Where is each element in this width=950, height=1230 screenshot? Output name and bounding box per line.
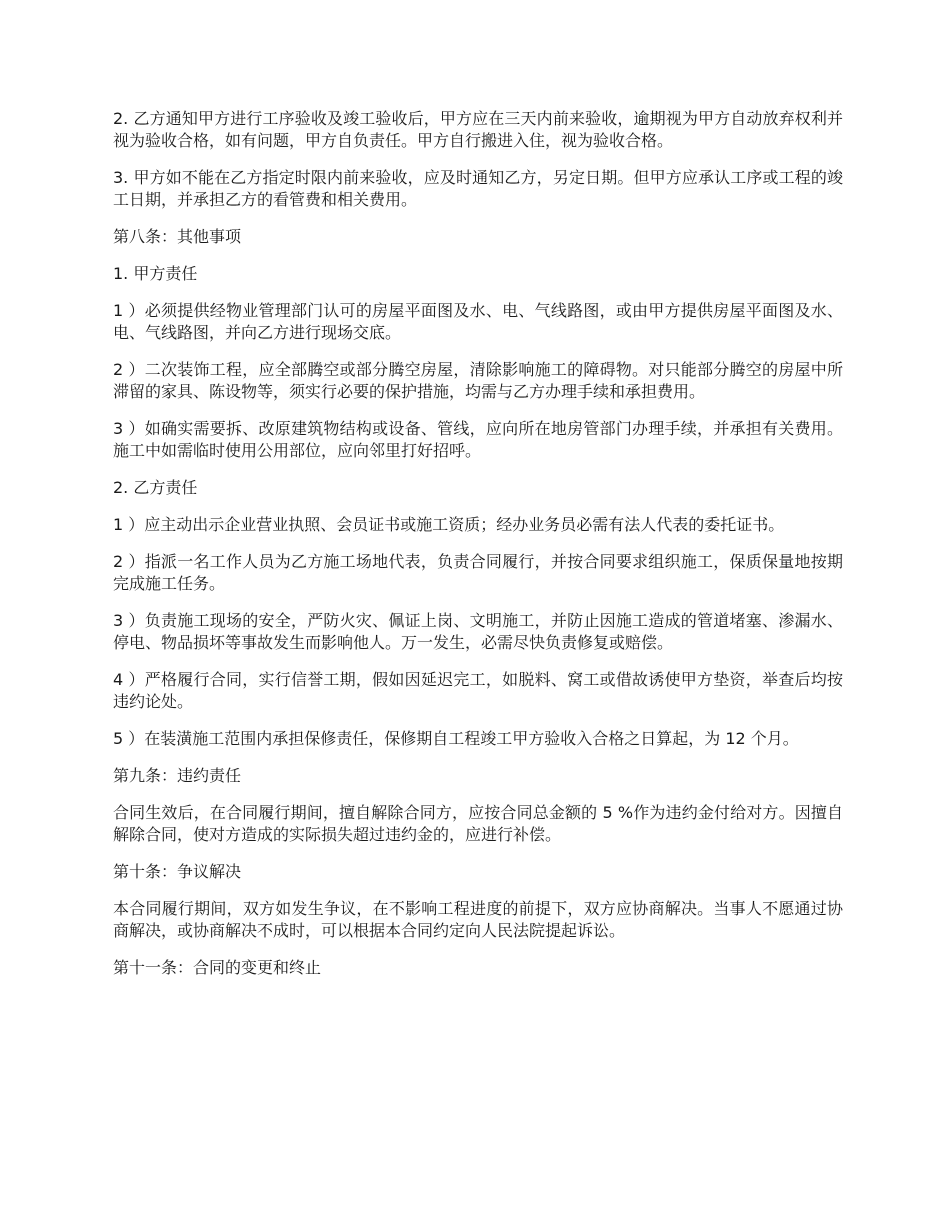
paragraph-acceptance-delay: 3. 甲方如不能在乙方指定时限内前来验收，应及时通知乙方，另定日期。但甲方应承认工序或工程的竣工日期，并承担乙方的看管费和相关费用。	[113, 168, 843, 209]
section-heading-article-11: 第十一条：合同的变更和终止	[113, 958, 322, 977]
paragraph-party-a-duty-1: 1 ）必须提供经物业管理部门认可的房屋平面图及水、电、气线路图，或由甲方提供房屋平面图及水、电、气线路图，并向乙方进行现场交底。	[113, 301, 843, 342]
paragraph-party-b-duty-3: 3 ）负责施工现场的安全，严防火灾、佩证上岗、文明施工，并防止因施工造成的管道堵塞、渗漏水、停电、物品损坏等事故发生而影响他人。万一发生，必需尽快负责修复或赔偿。	[113, 611, 843, 652]
section-heading-article-9: 第九条：违约责任	[113, 766, 242, 785]
paragraph-acceptance-notice: 2. 乙方通知甲方进行工序验收及竣工验收后，甲方应在三天内前来验收，逾期视为甲方自动放弃权利并视为验收合格，如有问题，甲方自负责任。甲方自行搬进入住，视为验收合格。	[113, 109, 843, 150]
paragraph-party-b-duty-4: 4 ）严格履行合同，实行信誉工期，假如因延迟完工，如脱料、窝工或借故诱使甲方垫资，举查后均按违约论处。	[113, 670, 843, 711]
paragraph-party-b-duty-5: 5 ）在装潢施工范围内承担保修责任，保修期自工程竣工甲方验收入合格之日算起，为 12 个月。	[113, 729, 799, 748]
paragraph-party-b-duty-1: 1 ）应主动出示企业营业执照、会员证书或施工资质；经办业务员必需有法人代表的委托证书。	[113, 515, 785, 534]
document-page	[113, 108, 843, 994]
paragraph-party-a-duty-2: 2 ）二次装饰工程，应全部腾空或部分腾空房屋，清除影响施工的障碍物。对只能部分腾空的房屋中所滞留的家具、陈设物等，须实行必要的保护措施，均需与乙方办理手续和承担费用。	[113, 360, 843, 401]
subheading-party-a-duties: 1. 甲方责任	[113, 264, 198, 283]
section-heading-article-10: 第十条：争议解决	[113, 862, 242, 881]
paragraph-party-b-duty-2: 2 ）指派一名工作人员为乙方施工场地代表，负责合同履行，并按合同要求组织施工，保质保量地按期完成施工任务。	[113, 552, 843, 593]
paragraph-breach-liability: 合同生效后，在合同履行期间，擅自解除合同方，应按合同总金额的 5 %作为违约金付给对方。因擅自解除合同，使对方造成的实际损失超过违约金的，应进行补偿。	[113, 803, 843, 844]
section-heading-article-8: 第八条：其他事项	[113, 227, 242, 246]
subheading-party-b-duties: 2. 乙方责任	[113, 478, 198, 497]
paragraph-party-a-duty-3: 3 ）如确实需要拆、改原建筑物结构或设备、管线，应向所在地房管部门办理手续，并承担有关费用。施工中如需临时使用公用部位，应向邻里打好招呼。	[113, 419, 843, 460]
paragraph-dispute-resolution: 本合同履行期间，双方如发生争议，在不影响工程进度的前提下，双方应协商解决。当事人不愿通过协商解决，或协商解决不成时，可以根据本合同约定向人民法院提起诉讼。	[113, 899, 843, 940]
